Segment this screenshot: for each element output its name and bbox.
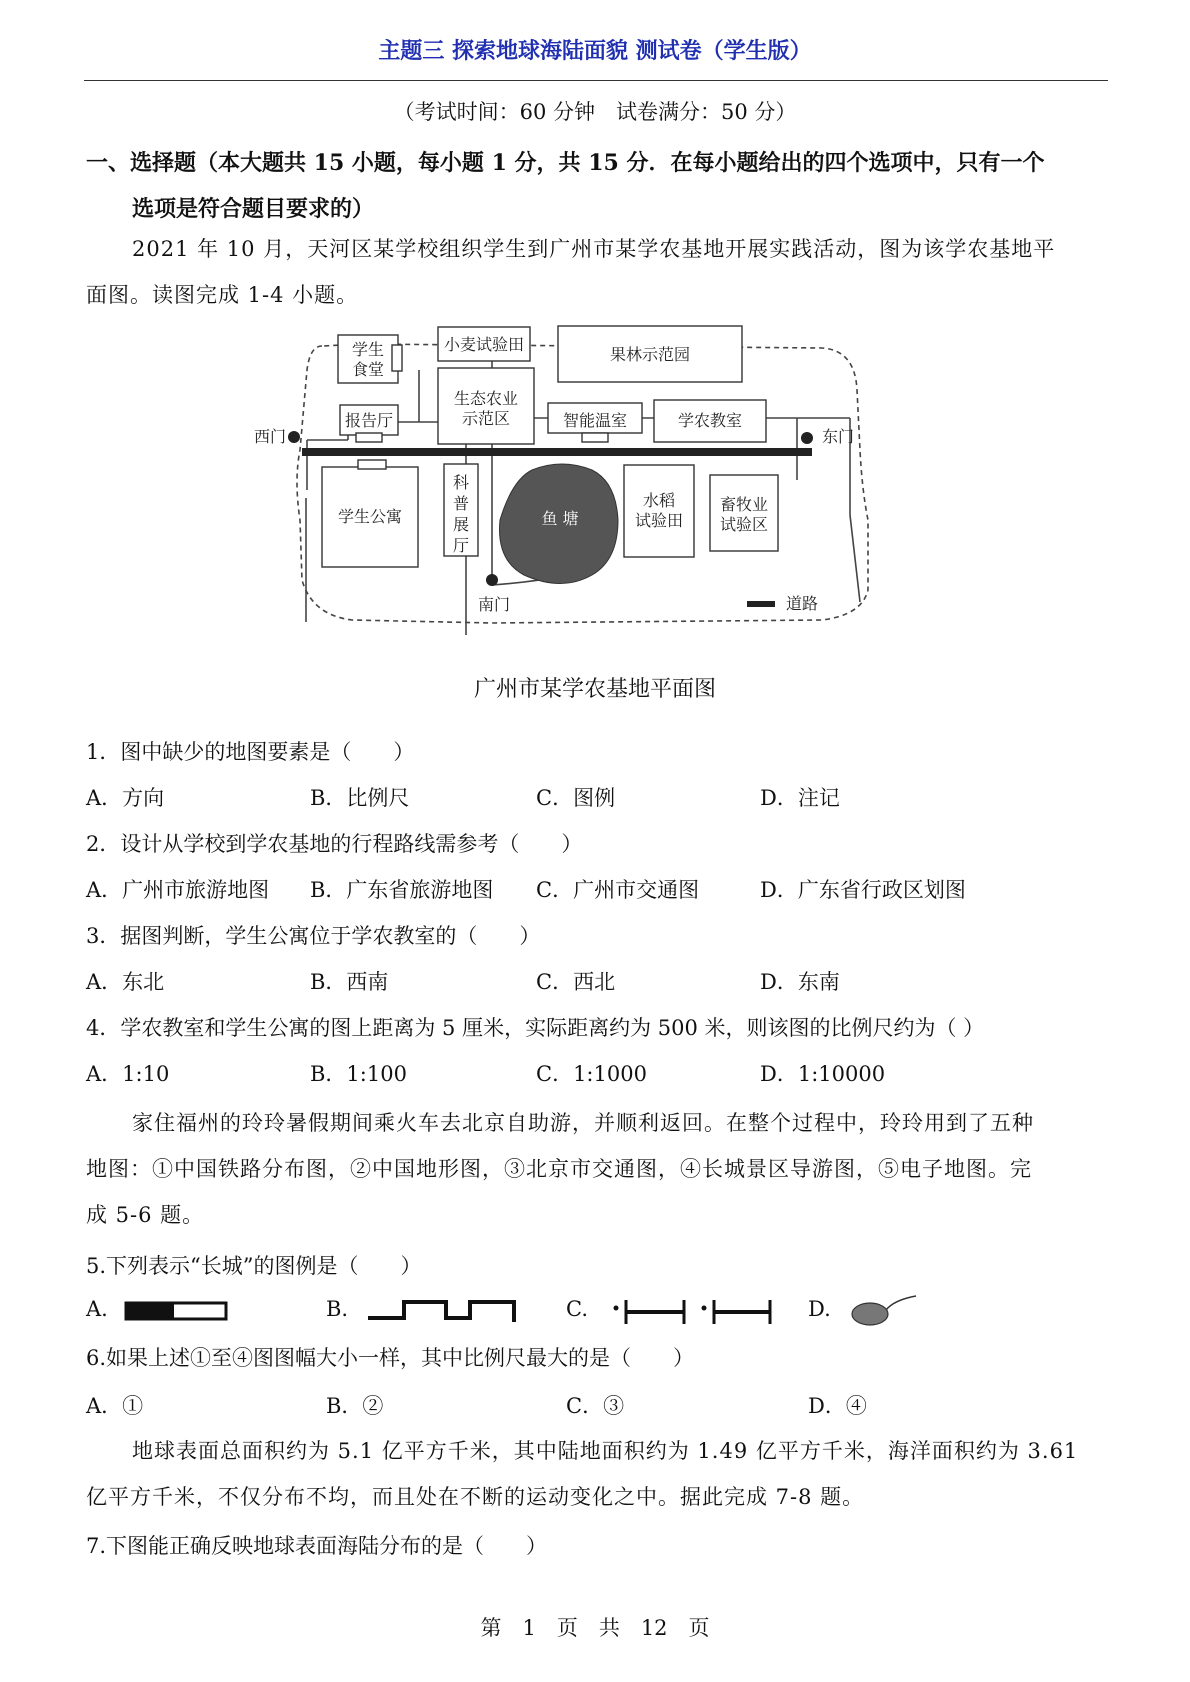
- q5-option-c-symbol: [608, 1296, 774, 1326]
- label-orchard: 果林示范园: [609, 345, 691, 364]
- question-3-stem: 3．据图判断，学生公寓位于学农教室的（ ）: [86, 924, 541, 948]
- intro2-line1: 家住福州的玲玲暑假期间乘火车去北京自助游，并顺利返回。在整个过程中，玲玲用到了五种: [132, 1111, 1034, 1135]
- dorm-door: [358, 460, 386, 469]
- label-livestock-1: 畜牧业: [719, 495, 769, 514]
- label-sci-1: 科: [452, 473, 470, 492]
- intro1-line2: 面图。读图完成 1-4 小题。: [86, 283, 359, 307]
- legend-road-swatch: [747, 601, 775, 607]
- question-5-stem: 5.下列表示“长城”的图例是（ ）: [86, 1254, 422, 1278]
- q4-option-c: C．1:1000: [536, 1062, 647, 1086]
- label-sci-4: 厅: [452, 536, 470, 555]
- question-4-stem: 4．学农教室和学生公寓的图上距离为 5 厘米，实际距离约为 500 米，则该图的比例尺约为（ ）: [86, 1016, 985, 1040]
- page-footer: 第 1 页 共 12 页: [480, 1616, 710, 1640]
- intro3-line1: 地球表面总面积约为 5.1 亿平方千米，其中陆地面积约为 1.49 亿平方千米，海洋面积约为 3.61: [132, 1439, 1079, 1463]
- label-legend-road: 道路: [785, 594, 819, 613]
- label-sci-3: 展: [452, 515, 470, 534]
- section-heading-line2: 选项是符合题目要求的）: [132, 196, 375, 222]
- q1-option-a: A．方向: [86, 786, 165, 810]
- q5-option-a: A.: [86, 1297, 108, 1321]
- label-east-gate: 东门: [821, 427, 855, 446]
- section-heading: [86, 140, 1106, 232]
- q1-option-b: B．比例尺: [310, 786, 410, 810]
- label-west-gate: 西门: [253, 427, 287, 446]
- q5-option-a-symbol: [124, 1298, 230, 1324]
- intro1-line1: 2021 年 10 月，天河区某学校组织学生到广州市某学农基地开展实践活动，图为该学农基地平: [132, 237, 1056, 261]
- label-south-gate: 南门: [477, 595, 511, 614]
- q2-option-c: C．广州市交通图: [536, 878, 700, 902]
- intro3-line2: 亿平方千米，不仅分布不均，而且处在不断的运动变化之中。据此完成 7-8 题。: [86, 1485, 865, 1509]
- label-eco-1: 生态农业: [453, 389, 519, 408]
- q5-option-d-symbol: [850, 1290, 920, 1330]
- question-7-stem: 7.下图能正确反映地球表面海陆分布的是（ ）: [86, 1534, 548, 1558]
- exam-info: （考试时间：60 分钟 试卷满分：50 分）: [393, 100, 797, 124]
- label-rice-1: 水稻: [642, 491, 676, 510]
- label-livestock-2: 试验区: [719, 515, 769, 534]
- road-thin-6: [850, 515, 860, 602]
- label-hall: 报告厅: [344, 411, 394, 430]
- label-classroom: 学农教室: [677, 411, 743, 430]
- page-title: 主题三 探索地球海陆面貌 测试卷（学生版）: [378, 39, 812, 64]
- west-gate-marker: [288, 431, 300, 443]
- q3-option-b: B．西南: [310, 970, 389, 994]
- q5-option-b: B.: [326, 1297, 349, 1321]
- section-heading-line1: 一、选择题（本大题共 15 小题，每小题 1 分，共 15 分．在每小题给出的四个选项中，只有一个: [86, 150, 1045, 176]
- q6-option-c: C．③: [566, 1394, 625, 1418]
- intro2-line3: 成 5-6 题。: [86, 1203, 205, 1227]
- hall-door: [356, 433, 382, 442]
- greenhouse-door: [582, 433, 608, 442]
- question-1-stem: 1．图中缺少的地图要素是（ ）: [86, 740, 415, 764]
- canteen-door: [392, 345, 402, 371]
- label-greenhouse: 智能温室: [562, 411, 628, 430]
- south-gate-marker: [486, 574, 498, 586]
- intro2-line2: 地图：①中国铁路分布图，②中国地形图，③北京市交通图，④长城景区导游图，⑤电子地图。完: [86, 1157, 1032, 1181]
- q1-option-d: D．注记: [760, 786, 840, 810]
- q4-option-a: A．1:10: [86, 1062, 170, 1086]
- q6-option-a: A．①: [86, 1394, 144, 1418]
- label-canteen-2: 食堂: [351, 360, 385, 379]
- question-2-stem: 2．设计从学校到学农基地的行程路线需参考（ ）: [86, 832, 583, 856]
- q4-option-d: D．1:10000: [760, 1062, 886, 1086]
- q6-option-d: D．④: [808, 1394, 867, 1418]
- q2-option-d: D．广东省行政区划图: [760, 878, 966, 902]
- q5-option-d: D.: [808, 1297, 831, 1321]
- q2-option-b: B．广东省旅游地图: [310, 878, 494, 902]
- q3-option-a: A．东北: [86, 970, 165, 994]
- header-divider: [84, 80, 1108, 81]
- label-eco-2: 示范区: [461, 409, 511, 428]
- q3-option-c: C．西北: [536, 970, 616, 994]
- label-rice-2: 试验田: [634, 511, 684, 530]
- q5-option-c: C.: [566, 1297, 588, 1321]
- label-canteen-1: 学生: [351, 340, 385, 359]
- label-wheat: 小麦试验田: [443, 335, 525, 354]
- intro-paragraph-3: [86, 1428, 1110, 1520]
- farm-base-map: [253, 330, 902, 670]
- q6-option-b: B．②: [326, 1394, 384, 1418]
- label-sci-2: 普: [452, 494, 470, 513]
- q3-option-d: D．东南: [760, 970, 840, 994]
- intro-paragraph-2: [86, 1100, 1110, 1238]
- question-6-stem: 6.如果上述①至④图图幅大小一样，其中比例尺最大的是（ ）: [86, 1346, 695, 1370]
- label-pond: 鱼 塘: [541, 509, 579, 528]
- q4-option-b: B．1:100: [310, 1062, 407, 1086]
- q5-option-b-symbol: [366, 1296, 522, 1326]
- intro-paragraph-1: [86, 226, 1110, 318]
- q2-option-a: A．广州市旅游地图: [86, 878, 270, 902]
- q1-option-c: C．图例: [536, 786, 616, 810]
- map-caption: 广州市某学农基地平面图: [473, 677, 716, 702]
- east-gate-marker: [801, 432, 813, 444]
- label-dorm: 学生公寓: [337, 507, 403, 526]
